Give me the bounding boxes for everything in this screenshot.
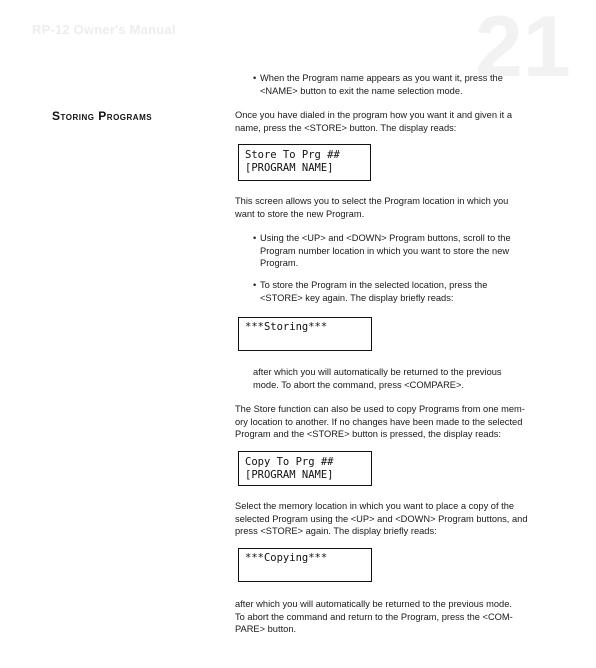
intro-bullet: • When the Program name appears as you want it, press the <NAME> button to exit the name selection mode. <box>253 73 503 96</box>
lcd-display-copying <box>238 548 372 582</box>
bullet-icon: • <box>253 73 257 83</box>
lcd-line-1: Copy To Prg ## <box>245 456 334 468</box>
bullet-updown: • Using the <UP> and <DOWN> Program buttons, scroll to the Program number location in which you want to store the new Program. <box>253 233 511 269</box>
page-number: 21 <box>475 0 571 95</box>
bullet-store: • To store the Program in the selected location, press the <STORE> key again. The display briefly reads: <box>253 280 488 303</box>
lcd-display-storing <box>238 317 372 351</box>
after-storing-paragraph: after which you will automatically be returned to the previous mode. To abort the command, press <COMPARE>. <box>253 367 502 390</box>
after-copying-paragraph: after which you will automatically be returned to the previous mode. To abort the command and return to the Program, press the <COM- PARE> button. <box>235 599 513 635</box>
location-intro-paragraph: This screen allows you to select the Program location in which you want to store the new Program. <box>235 196 509 219</box>
bullet-icon: • <box>253 280 257 290</box>
lcd-line-1: ***Storing*** <box>245 321 328 333</box>
lcd-display-copy <box>238 451 372 486</box>
lcd-line-2: [PROGRAM NAME] <box>245 161 334 174</box>
lcd-line-1: ***Copying*** <box>245 552 328 564</box>
section-heading: Storing Programs <box>52 109 153 123</box>
copy-intro-paragraph: The Store function can also be used to copy Programs from one mem- ory location to another. If no changes have been made to the selected Program and the <STORE> button is pressed, the display reads: <box>235 404 525 440</box>
manual-title: RP-12 Owner's Manual <box>32 22 176 37</box>
lcd-line-2: [PROGRAM NAME] <box>245 468 334 481</box>
bullet-icon: • <box>253 233 257 243</box>
lcd-line-1: Store To Prg ## <box>245 149 340 161</box>
copy-select-paragraph: Select the memory location in which you want to place a copy of the selected Program using the <UP> and <DOWN> Program buttons, and press <STORE> again. The display briefly reads: <box>235 501 528 537</box>
lcd-display-store <box>238 144 371 181</box>
store-intro-paragraph: Once you have dialed in the program how you want it and given it a name, press the <STORE> button. The display reads: <box>235 110 513 133</box>
